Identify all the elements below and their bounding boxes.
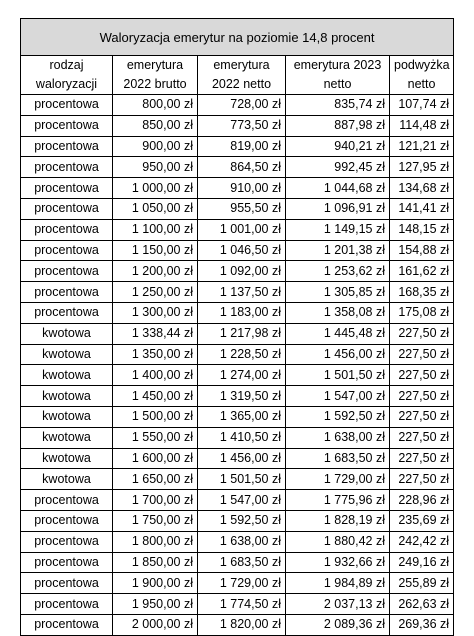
amount-cell: 819,00 zł	[198, 136, 286, 157]
valorization-type-cell: kwotowa	[21, 365, 113, 386]
amount-cell: 1 501,50 zł	[286, 365, 390, 386]
amount-cell: 1 950,00 zł	[113, 594, 198, 615]
amount-cell: 1 092,00 zł	[198, 261, 286, 282]
valorization-type-cell: procentowa	[21, 573, 113, 594]
table-container	[20, 18, 454, 636]
valorization-type-cell: procentowa	[21, 282, 113, 303]
table-row	[21, 490, 454, 511]
amount-cell: 227,50 zł	[390, 344, 454, 365]
amount-cell: 269,36 zł	[390, 614, 454, 635]
valorization-type-cell: procentowa	[21, 198, 113, 219]
table-row	[21, 240, 454, 261]
header-cell: emerytura	[113, 56, 198, 76]
amount-cell: 1 729,00 zł	[286, 469, 390, 490]
amount-cell: 1 800,00 zł	[113, 531, 198, 552]
valorization-type-cell: procentowa	[21, 261, 113, 282]
table-row	[21, 115, 454, 136]
valorization-type-cell: procentowa	[21, 219, 113, 240]
amount-cell: 1 984,89 zł	[286, 573, 390, 594]
table-row	[21, 552, 454, 573]
valorization-type-cell: procentowa	[21, 614, 113, 635]
table-row	[21, 531, 454, 552]
amount-cell: 950,00 zł	[113, 157, 198, 178]
amount-cell: 864,50 zł	[198, 157, 286, 178]
amount-cell: 1 932,66 zł	[286, 552, 390, 573]
table-row	[21, 510, 454, 531]
amount-cell: 227,50 zł	[390, 469, 454, 490]
amount-cell: 1 253,62 zł	[286, 261, 390, 282]
table-row	[21, 386, 454, 407]
amount-cell: 835,74 zł	[286, 95, 390, 116]
amount-cell: 175,08 zł	[390, 302, 454, 323]
amount-cell: 773,50 zł	[198, 115, 286, 136]
amount-cell: 1 149,15 zł	[286, 219, 390, 240]
amount-cell: 249,16 zł	[390, 552, 454, 573]
amount-cell: 1 358,08 zł	[286, 302, 390, 323]
amount-cell: 1 850,00 zł	[113, 552, 198, 573]
valorization-type-cell: procentowa	[21, 302, 113, 323]
amount-cell: 910,00 zł	[198, 178, 286, 199]
header-cell: rodzaj	[21, 56, 113, 76]
amount-cell: 1 319,50 zł	[198, 386, 286, 407]
amount-cell: 1 046,50 zł	[198, 240, 286, 261]
valorization-type-cell: procentowa	[21, 490, 113, 511]
table-row	[21, 95, 454, 116]
amount-cell: 1 445,48 zł	[286, 323, 390, 344]
table-row	[21, 344, 454, 365]
header-row-2	[21, 75, 454, 95]
amount-cell: 114,48 zł	[390, 115, 454, 136]
amount-cell: 161,62 zł	[390, 261, 454, 282]
amount-cell: 1 150,00 zł	[113, 240, 198, 261]
amount-cell: 1 501,50 zł	[198, 469, 286, 490]
table-row	[21, 323, 454, 344]
table-row	[21, 219, 454, 240]
amount-cell: 1 201,38 zł	[286, 240, 390, 261]
amount-cell: 228,96 zł	[390, 490, 454, 511]
amount-cell: 1 096,91 zł	[286, 198, 390, 219]
amount-cell: 121,21 zł	[390, 136, 454, 157]
valorization-type-cell: kwotowa	[21, 323, 113, 344]
valorization-type-cell: procentowa	[21, 95, 113, 116]
amount-cell: 1 592,50 zł	[286, 406, 390, 427]
amount-cell: 1 410,50 zł	[198, 427, 286, 448]
header-row-1	[21, 56, 454, 76]
table-row	[21, 573, 454, 594]
amount-cell: 1 547,00 zł	[198, 490, 286, 511]
header-cell: emerytura	[198, 56, 286, 76]
amount-cell: 255,89 zł	[390, 573, 454, 594]
header-cell: netto	[286, 75, 390, 95]
table-body	[21, 95, 454, 636]
table-row	[21, 157, 454, 178]
amount-cell: 1 274,00 zł	[198, 365, 286, 386]
valorization-type-cell: kwotowa	[21, 427, 113, 448]
amount-cell: 1 650,00 zł	[113, 469, 198, 490]
amount-cell: 955,50 zł	[198, 198, 286, 219]
amount-cell: 1 500,00 zł	[113, 406, 198, 427]
amount-cell: 728,00 zł	[198, 95, 286, 116]
table-row	[21, 178, 454, 199]
header-cell: 2022 brutto	[113, 75, 198, 95]
table-row	[21, 406, 454, 427]
header-cell: 2022 netto	[198, 75, 286, 95]
amount-cell: 1 683,50 zł	[198, 552, 286, 573]
amount-cell: 1 100,00 zł	[113, 219, 198, 240]
amount-cell: 1 001,00 zł	[198, 219, 286, 240]
valorization-type-cell: procentowa	[21, 240, 113, 261]
amount-cell: 107,74 zł	[390, 95, 454, 116]
amount-cell: 1 250,00 zł	[113, 282, 198, 303]
amount-cell: 800,00 zł	[113, 95, 198, 116]
amount-cell: 1 217,98 zł	[198, 323, 286, 344]
amount-cell: 227,50 zł	[390, 448, 454, 469]
amount-cell: 1 550,00 zł	[113, 427, 198, 448]
amount-cell: 227,50 zł	[390, 323, 454, 344]
amount-cell: 1 183,00 zł	[198, 302, 286, 323]
header-cell: emerytura 2023	[286, 56, 390, 76]
table-row	[21, 427, 454, 448]
table-row	[21, 469, 454, 490]
table-row	[21, 594, 454, 615]
amount-cell: 1 050,00 zł	[113, 198, 198, 219]
valorization-type-cell: kwotowa	[21, 469, 113, 490]
amount-cell: 992,45 zł	[286, 157, 390, 178]
valorization-type-cell: procentowa	[21, 552, 113, 573]
amount-cell: 1 700,00 zł	[113, 490, 198, 511]
amount-cell: 1 638,00 zł	[198, 531, 286, 552]
amount-cell: 1 338,44 zł	[113, 323, 198, 344]
valorization-type-cell: procentowa	[21, 594, 113, 615]
amount-cell: 227,50 zł	[390, 365, 454, 386]
amount-cell: 1 228,50 zł	[198, 344, 286, 365]
amount-cell: 168,35 zł	[390, 282, 454, 303]
amount-cell: 1 350,00 zł	[113, 344, 198, 365]
amount-cell: 1 683,50 zł	[286, 448, 390, 469]
amount-cell: 227,50 zł	[390, 406, 454, 427]
valorization-type-cell: procentowa	[21, 157, 113, 178]
table-row	[21, 136, 454, 157]
amount-cell: 227,50 zł	[390, 386, 454, 407]
amount-cell: 1 137,50 zł	[198, 282, 286, 303]
amount-cell: 134,68 zł	[390, 178, 454, 199]
amount-cell: 1 456,00 zł	[286, 344, 390, 365]
amount-cell: 1 300,00 zł	[113, 302, 198, 323]
valorization-type-cell: procentowa	[21, 178, 113, 199]
table-row	[21, 282, 454, 303]
amount-cell: 1 828,19 zł	[286, 510, 390, 531]
table-row	[21, 614, 454, 635]
amount-cell: 1 305,85 zł	[286, 282, 390, 303]
amount-cell: 148,15 zł	[390, 219, 454, 240]
amount-cell: 1 200,00 zł	[113, 261, 198, 282]
amount-cell: 154,88 zł	[390, 240, 454, 261]
valorization-type-cell: procentowa	[21, 136, 113, 157]
amount-cell: 940,21 zł	[286, 136, 390, 157]
table-row	[21, 198, 454, 219]
table-row	[21, 448, 454, 469]
valorization-type-cell: procentowa	[21, 531, 113, 552]
amount-cell: 1 774,50 zł	[198, 594, 286, 615]
valorization-type-cell: kwotowa	[21, 448, 113, 469]
amount-cell: 242,42 zł	[390, 531, 454, 552]
amount-cell: 1 820,00 zł	[198, 614, 286, 635]
amount-cell: 2 089,36 zł	[286, 614, 390, 635]
amount-cell: 1 450,00 zł	[113, 386, 198, 407]
valorization-type-cell: procentowa	[21, 115, 113, 136]
amount-cell: 1 456,00 zł	[198, 448, 286, 469]
amount-cell: 2 000,00 zł	[113, 614, 198, 635]
valorization-type-cell: kwotowa	[21, 386, 113, 407]
amount-cell: 1 750,00 zł	[113, 510, 198, 531]
amount-cell: 850,00 zł	[113, 115, 198, 136]
table-row	[21, 261, 454, 282]
amount-cell: 1 880,42 zł	[286, 531, 390, 552]
amount-cell: 127,95 zł	[390, 157, 454, 178]
amount-cell: 1 638,00 zł	[286, 427, 390, 448]
amount-cell: 1 547,00 zł	[286, 386, 390, 407]
table-row	[21, 302, 454, 323]
amount-cell: 1 365,00 zł	[198, 406, 286, 427]
valorization-type-cell: kwotowa	[21, 406, 113, 427]
amount-cell: 141,41 zł	[390, 198, 454, 219]
table-row	[21, 365, 454, 386]
amount-cell: 1 729,00 zł	[198, 573, 286, 594]
table-title: Waloryzacja emerytur na poziomie 14,8 procent	[21, 19, 454, 56]
amount-cell: 1 400,00 zł	[113, 365, 198, 386]
amount-cell: 235,69 zł	[390, 510, 454, 531]
amount-cell: 1 000,00 zł	[113, 178, 198, 199]
amount-cell: 887,98 zł	[286, 115, 390, 136]
header-cell: podwyżka	[390, 56, 454, 76]
valorization-type-cell: procentowa	[21, 510, 113, 531]
pension-table	[20, 18, 454, 636]
amount-cell: 2 037,13 zł	[286, 594, 390, 615]
amount-cell: 1 775,96 zł	[286, 490, 390, 511]
header-cell: netto	[390, 75, 454, 95]
amount-cell: 262,63 zł	[390, 594, 454, 615]
amount-cell: 1 044,68 zł	[286, 178, 390, 199]
amount-cell: 1 600,00 zł	[113, 448, 198, 469]
amount-cell: 900,00 zł	[113, 136, 198, 157]
valorization-type-cell: kwotowa	[21, 344, 113, 365]
header-cell: waloryzacji	[21, 75, 113, 95]
amount-cell: 1 592,50 zł	[198, 510, 286, 531]
amount-cell: 1 900,00 zł	[113, 573, 198, 594]
amount-cell: 227,50 zł	[390, 427, 454, 448]
